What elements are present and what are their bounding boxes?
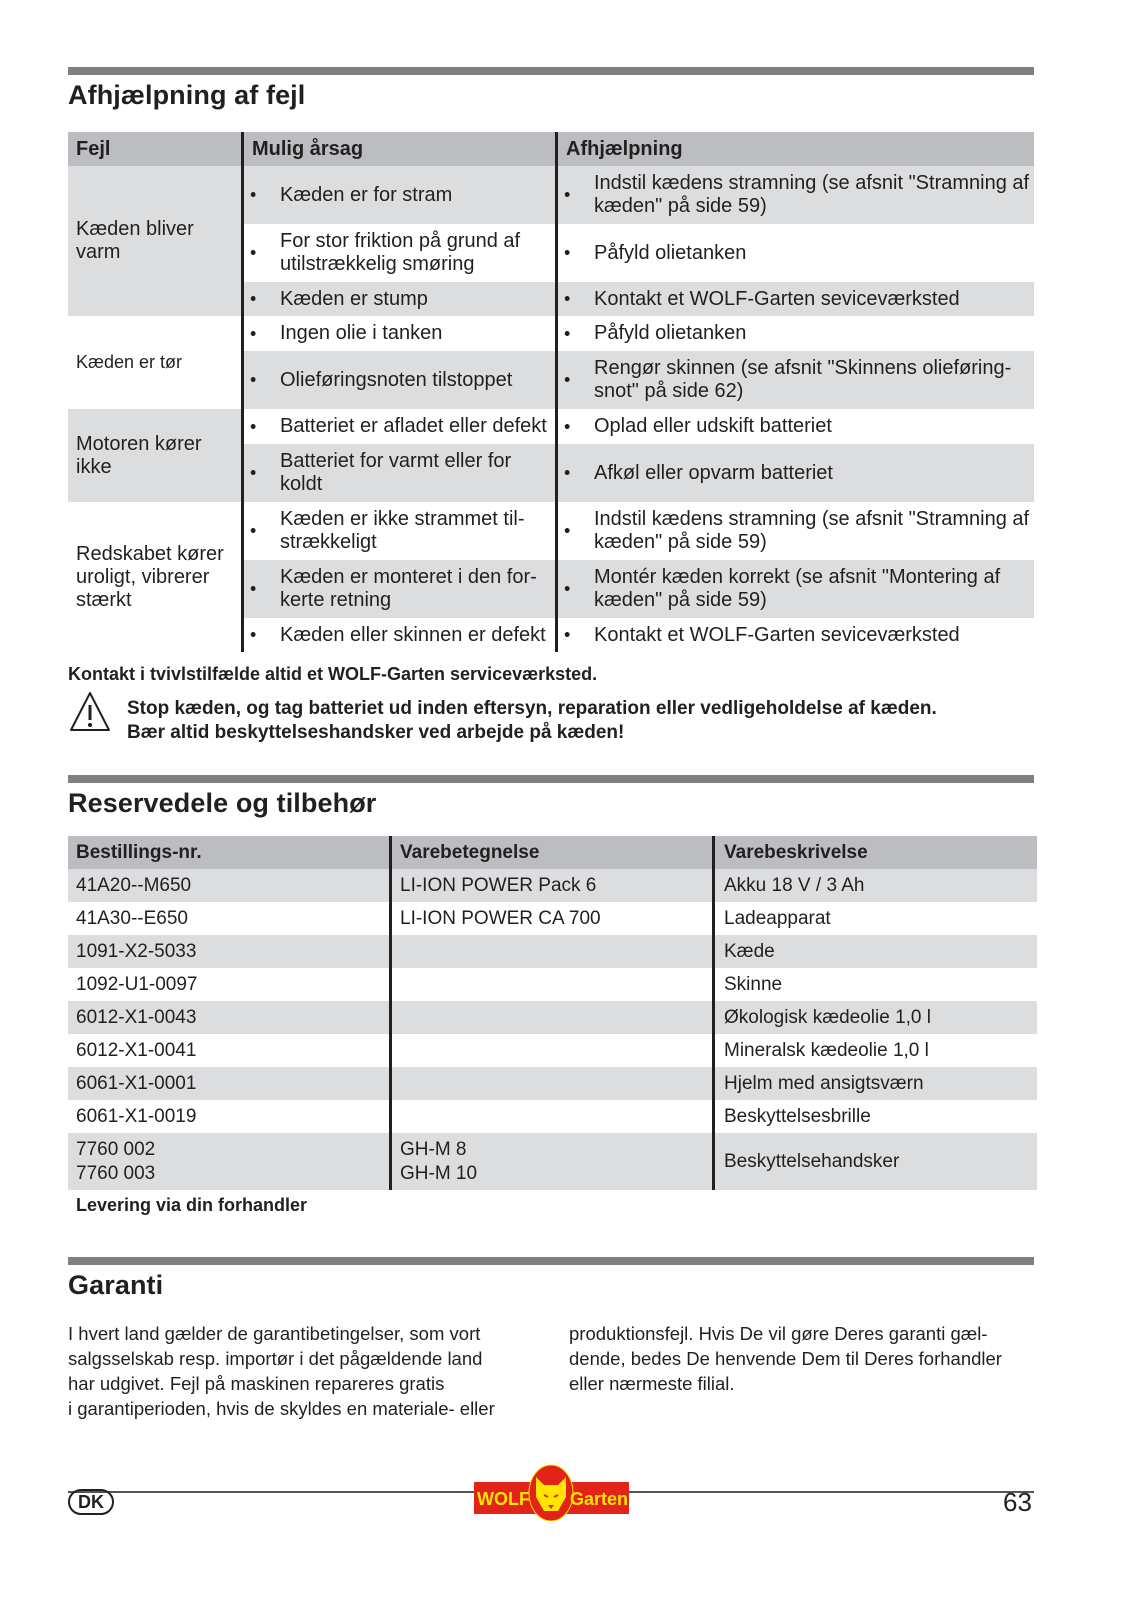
order-no [68, 1133, 155, 1190]
bullet-icon: • [250, 242, 257, 263]
item-desc: Mineralsk kædeolie 1,0 l [724, 1039, 929, 1061]
item-desc: Ladeapparat [724, 907, 831, 929]
section-divider [68, 1257, 1034, 1265]
text-line: dende, bedes De henvende Dem til Deres forhandler [569, 1348, 1002, 1369]
fault-text: Motoren kører ikke [76, 432, 202, 478]
cause-text: Ingen olie i tanken [280, 322, 443, 344]
remedy-text: Oplad eller udskift batteriet [594, 415, 832, 437]
order-no-line: 7760 002 [76, 1138, 156, 1160]
cause-item [250, 316, 550, 351]
bullet-icon: • [250, 462, 257, 483]
text-line: eller nærmeste filial. [569, 1373, 735, 1394]
warranty-text-col2 [569, 1321, 1002, 1396]
remedy-item [564, 351, 1034, 409]
item-name [392, 968, 400, 1001]
bullet-icon: • [564, 624, 571, 645]
cause-item [250, 444, 540, 502]
bullet-icon: • [250, 369, 257, 390]
table-row [68, 1100, 1037, 1133]
cause-text: Kæden er monteret i den for-kerte retning [280, 566, 537, 611]
bullet-icon: • [564, 416, 571, 436]
remedy-item [564, 409, 1034, 444]
warranty-title: Garanti [68, 1270, 164, 1300]
remedy-text: Indstil kædens stramning (se afsnit "Stramning af kæden" på side 59) [594, 508, 1030, 553]
country-badge: DK [68, 1489, 114, 1515]
cause-text: Kæden er for stram [280, 183, 453, 206]
fault-text: Kæden er tør [76, 352, 183, 372]
order-no: 1091-X2-5033 [76, 940, 197, 962]
warning-text [127, 697, 937, 745]
bullet-icon: • [564, 323, 571, 343]
text-line: i garantiperioden, hvis de skyldes en materiale- eller [68, 1398, 495, 1419]
column-divider [555, 132, 558, 652]
item-desc: Skinne [724, 973, 783, 995]
item-desc: Beskyttelsehandsker [724, 1150, 900, 1172]
table-row [244, 351, 1034, 409]
table-row [244, 502, 1034, 560]
text-line: har udgivet. Fejl på maskinen repareres gratis [68, 1373, 445, 1394]
cause-item [250, 502, 550, 560]
table-row [244, 224, 1034, 282]
remedy-item [564, 224, 1034, 282]
cause-text: Batteriet for varmt eller for koldt [280, 450, 512, 495]
bullet-icon: • [250, 288, 257, 309]
text-line: salgsselskab resp. importør i det pågældende land [68, 1348, 483, 1369]
bullet-icon: • [250, 520, 257, 541]
svg-text:WOLF: WOLF [477, 1489, 530, 1509]
remedy-text: Indstil kædens stramning (se afsnit "Stramning af kæden" på side 59) [594, 172, 1030, 217]
order-no: 6061-X1-0019 [76, 1105, 197, 1127]
table-row [244, 618, 1034, 652]
header-cause: Mulig årsag [252, 137, 364, 160]
bullet-icon: • [564, 520, 571, 541]
item-desc: Hjelm med ansigtsværn [724, 1072, 924, 1094]
wolf-garten-logo [474, 1463, 634, 1521]
item-name [392, 935, 400, 968]
remedy-item [564, 316, 1034, 351]
parts-footnote: Levering via din forhandler [76, 1195, 308, 1215]
bullet-icon: • [250, 184, 257, 205]
table-row [244, 560, 1034, 618]
bullet-icon: • [564, 242, 571, 263]
table-row [68, 1067, 1037, 1100]
remedy-item [564, 560, 1034, 618]
table-row [68, 902, 1037, 935]
bullet-icon: • [250, 323, 257, 343]
item-name [392, 1067, 400, 1100]
table-row [68, 968, 1037, 1001]
order-no-line: 7760 003 [76, 1162, 156, 1184]
bullet-icon: • [564, 462, 571, 483]
item-name: LI-ION POWER CA 700 [400, 907, 601, 929]
troubleshooting-table [68, 132, 1034, 652]
fault-cell [68, 502, 242, 652]
fault-cell [68, 166, 242, 316]
remedy-item [564, 502, 1034, 560]
remedy-text: Påfyld olietanken [594, 322, 747, 344]
fault-text: Redskabet kører uroligt, vibrerer stærkt [76, 542, 224, 611]
cause-item [250, 618, 560, 652]
cause-item [250, 166, 550, 224]
order-no: 6012-X1-0041 [76, 1039, 197, 1061]
table-header [68, 132, 1034, 166]
bullet-icon: • [250, 624, 257, 645]
remedy-text: Kontakt et WOLF-Garten seviceværksted [594, 623, 960, 646]
order-no: 41A30--E650 [76, 907, 188, 929]
remedy-text: Afkøl eller opvarm batteriet [594, 461, 833, 484]
header-order-no: Bestillings-nr. [76, 841, 202, 863]
order-no: 6061-X1-0001 [76, 1072, 197, 1094]
item-desc: Kæde [724, 940, 775, 962]
cause-text: Kæden er stump [280, 287, 428, 310]
remedy-item [564, 166, 1034, 224]
table-header [68, 836, 1037, 869]
cause-text: Kæden er ikke strammet til-strækkeligt [280, 508, 525, 553]
header-item-desc: Varebeskrivelse [724, 841, 868, 863]
remedy-text: Kontakt et WOLF-Garten seviceværksted [594, 287, 960, 310]
item-desc: Akku 18 V / 3 Ah [724, 874, 865, 896]
bullet-icon: • [250, 416, 257, 436]
item-name: LI-ION POWER Pack 6 [400, 874, 597, 896]
table-row [244, 444, 1034, 502]
bullet-icon: • [564, 288, 571, 309]
item-desc: Økologisk kædeolie 1,0 l [724, 1006, 931, 1028]
remedy-item [564, 444, 1034, 502]
table-row [68, 1034, 1037, 1067]
bullet-icon: • [564, 184, 571, 205]
header-fault: Fejl [76, 137, 111, 160]
item-name [392, 1034, 400, 1067]
column-divider [389, 836, 392, 1190]
cause-text: For stor friktion på grund af utilstrækkelig smøring [280, 230, 521, 275]
cause-item [250, 351, 550, 409]
order-no: 41A20--M650 [76, 874, 192, 896]
table-row [68, 869, 1037, 902]
fault-text: Kæden bliver varm [76, 218, 194, 263]
warranty-text-col1 [68, 1321, 495, 1421]
table-row [244, 166, 1034, 224]
parts-title: Reservedele og tilbehør [68, 788, 377, 818]
cause-item [250, 409, 560, 444]
cause-item [250, 560, 550, 618]
page-number: 63 [1003, 1487, 1032, 1517]
table-row [68, 1001, 1037, 1034]
svg-text:Garten: Garten [570, 1489, 629, 1509]
item-name [392, 1100, 400, 1133]
bullet-icon: • [564, 369, 571, 390]
warning-triangle-icon [68, 690, 112, 734]
bullet-icon: • [250, 578, 257, 599]
bullet-icon: • [564, 578, 571, 599]
item-desc: Beskyttelsesbrille [724, 1105, 871, 1127]
header-remedy: Afhjælpning [566, 137, 683, 160]
remedy-item [564, 282, 1034, 316]
table-row [68, 1133, 1037, 1190]
table-row [244, 409, 1034, 444]
remedy-item [564, 618, 1034, 652]
remedy-text: Montér kæden korrekt (se afsnit "Montering af kæden" på side 59) [594, 566, 1001, 611]
column-divider [712, 836, 715, 1190]
item-name [392, 1133, 477, 1190]
text-line: produktionsfejl. Hvis De vil gøre Deres garanti gæl- [569, 1323, 988, 1344]
header-item-name: Varebetegnelse [400, 841, 540, 863]
remedy-text: Påfyld olietanken [594, 241, 747, 264]
table-row [68, 935, 1037, 968]
order-no: 6012-X1-0043 [76, 1006, 197, 1028]
fault-cell [68, 409, 242, 502]
order-no: 1092-U1-0097 [76, 973, 198, 995]
warning-line-2: Bær altid beskyttelseshandsker ved arbejde på kæden! [127, 722, 625, 743]
cause-text: Kæden eller skinnen er defekt [280, 623, 546, 646]
item-name-line: GH-M 8 [400, 1138, 467, 1160]
cause-text: Olieføringsnoten tilstoppet [280, 368, 513, 391]
troubleshooting-title: Afhjælpning af fejl [68, 80, 306, 110]
section-divider [68, 775, 1034, 783]
service-note: Kontakt i tvivlstilfælde altid et WOLF-Garten serviceværksted. [68, 664, 598, 684]
cause-item [250, 282, 550, 316]
cause-item [250, 224, 550, 282]
text-line: I hvert land gælder de garantibetingelser, som vort [68, 1323, 481, 1344]
warning-line-1: Stop kæden, og tag batteriet ud inden eftersyn, reparation eller vedligeholdelse af kæden. [127, 698, 937, 719]
item-name-line: GH-M 10 [400, 1162, 478, 1184]
remedy-text: Rengør skinnen (se afsnit "Skinnens olieføring-snot" på side 62) [594, 357, 1012, 402]
fault-cell [68, 316, 242, 409]
table-row [244, 316, 1034, 351]
table-row [244, 282, 1034, 316]
cause-text: Batteriet er afladet eller defekt [280, 415, 547, 437]
column-divider [241, 132, 244, 652]
section-divider [68, 67, 1034, 75]
item-name [392, 1001, 400, 1034]
